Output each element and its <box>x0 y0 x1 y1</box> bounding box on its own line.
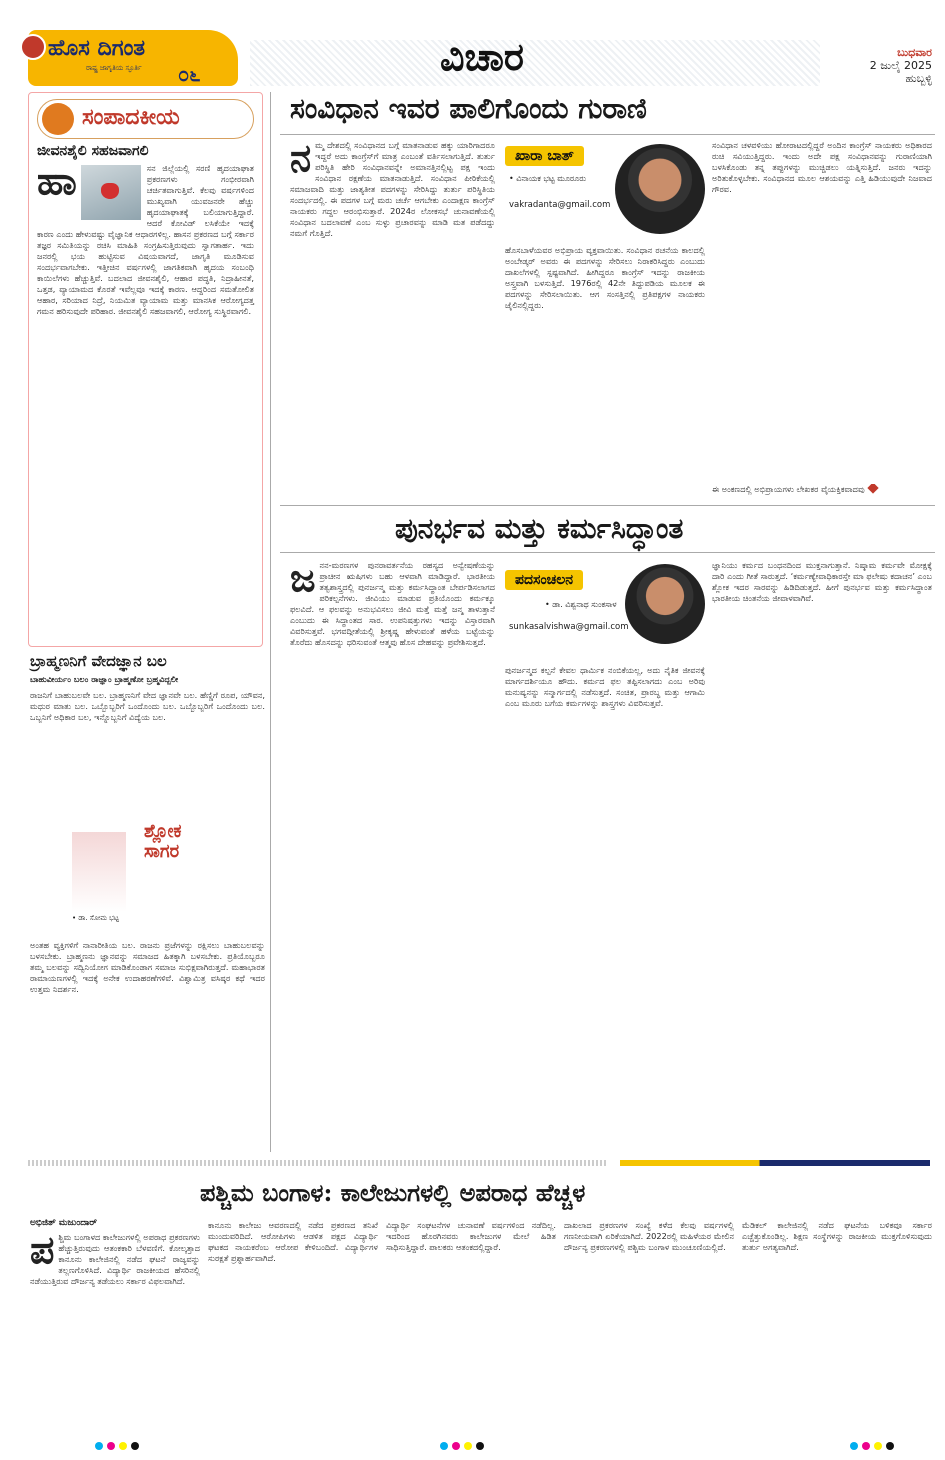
magenta-dot-icon <box>107 1442 115 1450</box>
author-photo-icon <box>615 144 705 234</box>
article1-headline: ಸಂವಿಧಾನ ಇವರ ಪಾಲಿಗೊಂದು ಗುರಾಣಿ <box>290 92 647 125</box>
article1-footnote <box>712 484 932 498</box>
sidebar-body-1 <box>30 690 265 818</box>
article2-author-card <box>505 560 705 660</box>
article1-email: vakradanta@gmail.com <box>509 200 611 210</box>
editorial-dropcap: ಹಾ <box>37 158 77 203</box>
bottom-column-2 <box>208 1220 378 1432</box>
registration-dots <box>440 1442 484 1450</box>
sidebar-body1-text: ರಾಜನಿಗೆ ಬಾಹುಬಲವೇ ಬಲ. ಬ್ರಾಹ್ಮಣನಿಗೆ ವೇದ ಜ್ಞಾನವೇ ಬಲ. ಹೆಣ್ಣಿಗೆ ರೂಪ, ಯೌವನ, ಮಧುರ ಮಾತು ಬಲ. ಒಬ್ಬೊಬ್ಬರಿಗೆ ಒಂದೊಂದು ಬಲ. ಒಬ್ಬೊಬ್ಬರಿಗೆ ಒಂದೊಂದು ಬಲ. ಒಬ್ಬನಿಗೆ ಅಧಿಕಾರ ಬಲ, ಇನ್ನೊಬ್ಬನಿಗೆ ವಿದ್ಯೆಯ ಬಲ. <box>30 690 265 722</box>
article2-author: • ಡಾ. ವಿಶ್ವನಾಥ ಸುಂಕಸಾಳ <box>545 600 617 609</box>
divider <box>280 552 935 553</box>
article2-column-3 <box>712 560 932 1150</box>
sidebar-body-2 <box>30 940 265 1150</box>
magenta-dot-icon <box>862 1442 870 1450</box>
editorial-title: ಜೀವನಶೈಲಿ ಸಹಜವಾಗಲಿ <box>37 143 149 159</box>
black-dot-icon <box>886 1442 894 1450</box>
day: ಬುಧವಾರ <box>897 46 932 59</box>
bottom-column-3 <box>386 1220 556 1432</box>
bottom-col4-text: ದಾಖಲಾದ ಪ್ರಕರಣಗಳ ಸಂಖ್ಯೆ ಕಳೆದ ಕೆಲವು ವರ್ಷಗಳಲ್ಲಿ ಗಣನೀಯವಾಗಿ ಏರಿಕೆಯಾಗಿದೆ. 2022ರಲ್ಲಿ ಮಹಿಳೆಯರ ಮೇಲಿನ ದೌರ್ಜನ್ಯ ಪ್ರಕರಣಗಳಲ್ಲಿ ಪಶ್ಚಿಮ ಬಂಗಾಳ ಮುಂಚೂಣಿಯಲ್ಲಿದೆ. <box>564 1220 734 1252</box>
divider <box>280 505 935 506</box>
shloka-author: • ಡಾ. ಸೋಮ ಭಟ್ಟ <box>72 914 119 922</box>
divider <box>270 92 271 1152</box>
editorial-body <box>37 158 254 317</box>
article1-footnote-text: ಈ ಅಂಕಣದಲ್ಲಿ ಅಭಿಪ್ರಾಯಗಳು ಲೇಖಕರ ವೈಯಕ್ತಿಕವಾದವು <box>712 484 865 494</box>
registration-dots <box>95 1442 139 1450</box>
logo-emblem-icon <box>20 34 46 60</box>
shloka-title: ಶ್ಲೋಕ ಸಾಗರ <box>144 821 182 862</box>
section-title: ವಿಚಾರ <box>440 34 524 79</box>
article1-author-card <box>505 140 705 240</box>
article1-column-3 <box>712 140 932 480</box>
yellow-dot-icon <box>874 1442 882 1450</box>
article1-column-label: ಖಾರಾ ಬಾತ್ <box>505 146 584 166</box>
yellow-dot-icon <box>119 1442 127 1450</box>
quill-icon <box>72 832 126 912</box>
logo-text: ಹೊಸ ದಿಗಂತ <box>48 36 146 61</box>
article2-dropcap: ಜ <box>290 560 316 600</box>
logo-tagline: ರಾಷ್ಟ್ರ ಜಾಗೃತಿಯ ಸ್ಫೂರ್ತಿ <box>86 64 142 72</box>
bottom-dropcap: ಪ <box>30 1232 55 1272</box>
editorial-header <box>37 99 254 139</box>
divider <box>280 134 935 135</box>
bottom-column-5 <box>742 1220 932 1432</box>
article1-col2-text: ಹೊಸಬಾಳೆಯವರ ಅಭಿಪ್ರಾಯ ವ್ಯಕ್ತವಾಯಿತು. ಸಂವಿಧಾನ ರಚನೆಯ ಕಾಲದಲ್ಲಿ ಅಂಬೇಡ್ಕರ್ ಅವರು ಈ ಪದಗಳನ್ನು ಸೇರಿಸಲು ನಿರಾಕರಿಸಿದ್ದರು ಎಂಬುದು ದಾಖಲೆಗಳಲ್ಲಿ ಸ್ಪಷ್ಟವಾಗಿದೆ. ಹೀಗಿದ್ದರೂ ಕಾಂಗ್ರೆಸ್ ಇದನ್ನು ರಾಜಕೀಯ ಅಸ್ತ್ರವಾಗಿ ಬಳಸುತ್ತಿದೆ. 1976ರಲ್ಲಿ 42ನೇ ತಿದ್ದುಪಡಿಯ ಮೂಲಕ ಈ ಪದಗಳನ್ನು ಸೇರಿಸಲಾಯಿತು. ಆಗ ಸಂಸತ್ತಿನಲ್ಲಿ ಪ್ರತಿಪಕ್ಷಗಳ ನಾಯಕರು ಜೈಲಿನಲ್ಲಿದ್ದರು. <box>505 245 705 310</box>
article1-col1-text: ಮ್ಮ ದೇಶದಲ್ಲಿ ಸಂವಿಧಾನದ ಬಗ್ಗೆ ಮಾತನಾಡುವ ಹಕ್ಕು ಯಾರಿಗಾದರೂ ಇದ್ದರೆ ಅದು ಕಾಂಗ್ರೆಸ್‌ಗೆ ಮಾತ್ರ ಎಂಬಂತೆ ವರ್ತಿಸಲಾಗುತ್ತಿದೆ. ತುರ್ತು ಪರಿಸ್ಥಿತಿ ಹೇರಿ ಸಂವಿಧಾನವನ್ನೇ ಅಮಾನತ್ತಿನಲ್ಲಿಟ್ಟ ಪಕ್ಷ ಇಂದು ಸಂವಿಧಾನ ರಕ್ಷಣೆಯ ಮಾತನಾಡುತ್ತಿದೆ. ಸಂವಿಧಾನ ಪೀಠಿಕೆಯಲ್ಲಿ ಸಮಾಜವಾದಿ ಮತ್ತು ಜಾತ್ಯತೀತ ಪದಗಳನ್ನು ಸೇರಿಸಿದ್ದು ತುರ್ತು ಪರಿಸ್ಥಿತಿಯ ಸಂದರ್ಭದಲ್ಲಿ. ಈ ಪದಗಳ ಬಗ್ಗೆ ಮರು ಚರ್ಚೆ ಆಗಬೇಕು ಎಂದಾಕ್ಷಣ ಕಾಂಗ್ರೆಸ್ ನಾಯಕರು ಗದ್ದಲ ಆರಂಭಿಸುತ್ತಾರೆ. 2024ರ ಲೋಕಸಭೆ ಚುನಾವಣೆಯಲ್ಲಿ ಸಂವಿಧಾನ ಬದಲಾವಣೆ ಎಂಬ ಸುಳ್ಳು ಪ್ರಚಾರವನ್ನು ಮಾಡಿ ಮತ ಪಡೆದದ್ದು ನಮಗೆ ಗೊತ್ತಿದೆ. <box>290 140 495 238</box>
article1-column-2 <box>505 245 705 500</box>
date: 2 ಜುಲೈ 2025 <box>869 59 932 72</box>
article2-column-1 <box>290 560 495 1150</box>
article1-column-1 <box>290 140 495 500</box>
band-stripe-right <box>620 1160 930 1166</box>
cyan-dot-icon <box>440 1442 448 1450</box>
editorial-label: ಸಂಪಾದಕೀಯ <box>82 104 180 130</box>
page-number: ೦೬ <box>178 62 201 86</box>
newspaper-logo <box>28 30 238 86</box>
city: ಹುಬ್ಬಳ್ಳಿ <box>905 72 932 85</box>
black-dot-icon <box>476 1442 484 1450</box>
author-photo-icon <box>625 564 705 644</box>
article1-author: • ವಿನಾಯಕ ಭಟ್ಟ ಮೂರೂರು <box>509 174 587 183</box>
bottom-col2-text: ಕಾನೂನು ಕಾಲೇಜು ಆವರಣದಲ್ಲಿ ನಡೆದ ಪ್ರಕರಣದ ತನಿಖೆ ಮುಂದುವರಿದಿದೆ. ಆರೋಪಿಗಳು ಆಡಳಿತ ಪಕ್ಷದ ವಿದ್ಯಾರ್ಥಿ ಘಟಕದ ನಾಯಕರೆಂಬ ಆರೋಪ ಕೇಳಿಬಂದಿದೆ. ವಿದ್ಯಾರ್ಥಿಗಳ ಸುರಕ್ಷತೆ ಪ್ರಶ್ನಾರ್ಹವಾಗಿದೆ. <box>208 1220 378 1263</box>
article2-col3-text: ಜ್ಞಾನಿಯು ಕರ್ಮದ ಬಂಧನದಿಂದ ಮುಕ್ತನಾಗುತ್ತಾನೆ. ನಿಷ್ಕಾಮ ಕರ್ಮವೇ ಮೋಕ್ಷಕ್ಕೆ ದಾರಿ ಎಂದು ಗೀತೆ ಸಾರುತ್ತದೆ. ‘ಕರ್ಮಣ್ಯೇವಾಧಿಕಾರಸ್ತೇ ಮಾ ಫಲೇಷು ಕದಾಚನ’ ಎಂಬ ಶ್ಲೋಕ ಇದರ ಸಾರವನ್ನು ಹಿಡಿದಿಡುತ್ತದೆ. ಹೀಗೆ ಪುನರ್ಭವ ಮತ್ತು ಕರ್ಮಸಿದ್ಧಾಂತ ಭಾರತೀಯ ಚಿಂತನೆಯ ಜೀವಾಳವಾಗಿವೆ. <box>712 560 932 603</box>
black-dot-icon <box>131 1442 139 1450</box>
editorial-text: ಸನ ಜಿಲ್ಲೆಯಲ್ಲಿ ಸರಣಿ ಹೃದಯಾಘಾತ ಪ್ರಕರಣಗಳು ಗಂಭೀರವಾಗಿ ಚರ್ಚಿತವಾಗುತ್ತಿವೆ. ಕೆಲವು ವರ್ಷಗಳಿಂದ ಮುಖ್ಯವಾಗಿ ಯುವಜನರೇ ಹೆಚ್ಚು ಹೃದಯಾಘಾತಕ್ಕೆ ಬಲಿಯಾಗುತ್ತಿದ್ದಾರೆ. ಆದರೆ ಕೋವಿಡ್ ಲಸಿಕೆಯೇ ಇದಕ್ಕೆ ಕಾರಣ ಎಂದು ಹೇಳುವಷ್ಟು ವೈಜ್ಞಾನಿಕ ಆಧಾರಗಳಿಲ್ಲ. ಹಾಸನ ಪ್ರಕರಣದ ಬಗ್ಗೆ ಸರ್ಕಾರ ತಜ್ಞರ ಸಮಿತಿಯನ್ನು ರಚಿಸಿ ಮಾಹಿತಿ ಸಂಗ್ರಹಿಸುತ್ತಿರುವುದು ಸ್ವಾಗತಾರ್ಹ. ಇದು ಜನರಲ್ಲಿ ಭಯ ಹುಟ್ಟಿಸುವ ವಿಷಯವಾಗದೆ, ಜಾಗೃತಿ ಮೂಡಿಸುವ ಸಂದರ್ಭವಾಗಬೇಕು. ಇತ್ತೀಚಿನ ವರ್ಷಗಳಲ್ಲಿ ಜಾಗತಿಕವಾಗಿ ಹೃದಯ ಸಂಬಂಧಿ ಕಾಯಿಲೆಗಳು ಹೆಚ್ಚುತ್ತಿವೆ. ಬದಲಾದ ಜೀವನಶೈಲಿ, ಆಹಾರ ಪದ್ಧತಿ, ನಿದ್ರಾಹೀನತೆ, ಒತ್ತಡ, ವ್ಯಾಯಾಮದ ಕೊರತೆ ಇವೆಲ್ಲವೂ ಇದಕ್ಕೆ ಕಾರಣ. ಆದ್ದರಿಂದ ಸಮತೋಲಿತ ಆಹಾರ, ಸರಿಯಾದ ನಿದ್ರೆ, ನಿಯಮಿತ ವ್ಯಾಯಾಮ ಮತ್ತು ಮಾನಸಿಕ ಆರೋಗ್ಯದತ್ತ ಗಮನ ಹರಿಸುವುದೇ ಪರಿಹಾರ. ಜೀವನಶೈಲಿ ಸಹಜವಾಗಲಿ, ಆರೋಗ್ಯ ಸುಸ್ಥಿರವಾಗಲಿ. <box>37 163 254 316</box>
cyan-dot-icon <box>95 1442 103 1450</box>
band-stripe-left <box>28 1160 608 1166</box>
article2-column-2 <box>505 665 705 1150</box>
bottom-col5-text: ಮೆಡಿಕಲ್ ಕಾಲೇಜಿನಲ್ಲಿ ನಡೆದ ಘಟನೆಯ ಬಳಿಕವೂ ಸರ್ಕಾರ ಎಚ್ಚೆತ್ತುಕೊಂಡಿಲ್ಲ. ಶಿಕ್ಷಣ ಸಂಸ್ಥೆಗಳನ್ನು ರಾಜಕೀಯ ಮುಕ್ತಗೊಳಿಸುವುದು ತುರ್ತು ಅಗತ್ಯವಾಗಿದೆ. <box>742 1220 932 1252</box>
article1-col3-text: ಸಂವಿಧಾನ ಚಳವಳಿಯು ಹೋರಾಟದಲ್ಲಿದ್ದರೆ ಅಂದಿನ ಕಾಂಗ್ರೆಸ್ ನಾಯಕರು ಅಧಿಕಾರದ ರುಚಿ ಸವಿಯುತ್ತಿದ್ದರು. ಇಂದು ಅದೇ ಪಕ್ಷ ಸಂವಿಧಾನವನ್ನು ಗುರಾಣಿಯಾಗಿ ಬಳಸಿಕೊಂಡು ತನ್ನ ತಪ್ಪುಗಳನ್ನು ಮುಚ್ಚಿಡಲು ಯತ್ನಿಸುತ್ತಿದೆ. ಜನರು ಇದನ್ನು ಅರಿತುಕೊಳ್ಳಬೇಕು. ಸಂವಿಧಾನದ ಮೂಲ ಆಶಯವನ್ನು ಎತ್ತಿ ಹಿಡಿಯುವುದೇ ನಿಜವಾದ ಗೌರವ. <box>712 140 932 194</box>
cyan-dot-icon <box>850 1442 858 1450</box>
section-band <box>250 40 820 86</box>
magenta-dot-icon <box>452 1442 460 1450</box>
editorial-emblem-icon <box>42 103 74 135</box>
article2-col1-text: ನನ-ಮರಣಗಳ ಪುನರಾವರ್ತನೆಯ ರಹಸ್ಯದ ಅನ್ವೇಷಣೆಯನ್ನು ಪ್ರಾಚೀನ ಋಷಿಗಳು ಬಹು ಆಳವಾಗಿ ಮಾಡಿದ್ದಾರೆ. ಭಾರತೀಯ ತತ್ವಶಾಸ್ತ್ರದಲ್ಲಿ ಪುನರ್ಜನ್ಮ ಮತ್ತು ಕರ್ಮಸಿದ್ಧಾಂತ ಬೇರ್ಪಡಿಸಲಾಗದ ಪರಿಕಲ್ಪನೆಗಳು. ಜೀವಿಯು ಮಾಡುವ ಪ್ರತಿಯೊಂದು ಕರ್ಮಕ್ಕೂ ಫಲವಿದೆ. ಆ ಫಲವನ್ನು ಅನುಭವಿಸಲು ಜೀವಿ ಮತ್ತೆ ಮತ್ತೆ ಜನ್ಮ ತಾಳುತ್ತಾನೆ ಎಂಬುದು ಈ ಸಿದ್ಧಾಂತದ ಸಾರ. ಉಪನಿಷತ್ತುಗಳು ಇದನ್ನು ವಿಸ್ತಾರವಾಗಿ ವಿವರಿಸುತ್ತವೆ. ಭಗವದ್ಗೀತೆಯಲ್ಲಿ ಶ್ರೀಕೃಷ್ಣ ಹೇಳುವಂತೆ ಹಳೆಯ ಬಟ್ಟೆಯನ್ನು ತೊರೆದು ಹೊಸದನ್ನು ಧರಿಸುವಂತೆ ಆತ್ಮವು ಹೊಸ ದೇಹವನ್ನು ಪ್ರವೇಶಿಸುತ್ತದೆ. <box>290 560 495 647</box>
heart-illustration-icon <box>81 165 141 220</box>
bottom-column-4 <box>564 1220 734 1432</box>
bottom-byline: ಅಭಿಜಿತ್ ಮಜುಂದಾರ್ <box>30 1218 97 1228</box>
article2-email: sunkasalvishwa@gmail.com <box>509 622 629 632</box>
sidebar-title: ಬ್ರಾಹ್ಮಣನಿಗೆ ವೇದಜ್ಞಾನ ಬಲ <box>30 652 167 670</box>
article2-col2-text: ಪುನರ್ಜನ್ಮದ ಕಲ್ಪನೆ ಕೇವಲ ಧಾರ್ಮಿಕ ನಂಬಿಕೆಯಲ್ಲ, ಅದು ನೈತಿಕ ಜೀವನಕ್ಕೆ ಮಾರ್ಗದರ್ಶಿಯೂ ಹೌದು. ಕರ್ಮದ ಫಲ ತಪ್ಪಿಸಲಾಗದು ಎಂಬ ಅರಿವು ಮನುಷ್ಯನನ್ನು ಸನ್ಮಾರ್ಗದಲ್ಲಿ ನಡೆಸುತ್ತದೆ. ಸಂಚಿತ, ಪ್ರಾರಬ್ಧ ಮತ್ತು ಆಗಾಮಿ ಎಂಬ ಮೂರು ಬಗೆಯ ಕರ್ಮಗಳನ್ನು ಶಾಸ್ತ್ರಗಳು ವಿವರಿಸುತ್ತವೆ. <box>505 665 705 708</box>
yellow-dot-icon <box>464 1442 472 1450</box>
bottom-headline: ಪಶ್ಚಿಮ ಬಂಗಾಳ: ಕಾಲೇಜುಗಳಲ್ಲಿ ಅಪರಾಧ ಹೆಚ್ಚಳ <box>200 1178 586 1207</box>
bottom-column-1 <box>30 1232 200 1432</box>
sidebar-verse <box>30 674 265 686</box>
article2-column-label: ಪದಸಂಚಲನ <box>505 570 583 590</box>
sidebar-verse-text: ಬಾಹುವೀರ್ಯಂ ಬಲಂ ರಾಜ್ಞಾಂ ಬ್ರಾಹ್ಮಣೋ ಬ್ರಹ್ಮವಿದ್ಬಲೀ <box>30 674 179 684</box>
bottom-col1-text: ಶ್ಚಿಮ ಬಂಗಾಳದ ಕಾಲೇಜುಗಳಲ್ಲಿ ಅಪರಾಧ ಪ್ರಕರಣಗಳು ಹೆಚ್ಚುತ್ತಿರುವುದು ಆತಂಕಕಾರಿ ಬೆಳವಣಿಗೆ. ಕೋಲ್ಕತ್ತಾದ ಕಾನೂನು ಕಾಲೇಜಿನಲ್ಲಿ ನಡೆದ ಘಟನೆ ರಾಜ್ಯವನ್ನು ತಲ್ಲಣಗೊಳಿಸಿದೆ. ವಿದ್ಯಾರ್ಥಿ ರಾಜಕೀಯದ ಹೆಸರಿನಲ್ಲಿ ನಡೆಯುತ್ತಿರುವ ದೌರ್ಜನ್ಯ ತಡೆಯಲು ಸರ್ಕಾರ ವಿಫಲವಾಗಿದೆ. <box>30 1232 200 1286</box>
shloka-sagara-badge <box>72 822 212 932</box>
registration-dots <box>850 1442 894 1450</box>
bottom-col3-text: ವಿದ್ಯಾರ್ಥಿ ಸಂಘಟನೆಗಳ ಚುನಾವಣೆ ವರ್ಷಗಳಿಂದ ನಡೆದಿಲ್ಲ. ಇದರಿಂದ ಹೊರಗಿನವರು ಕಾಲೇಜುಗಳ ಮೇಲೆ ಹಿಡಿತ ಸಾಧಿಸುತ್ತಿದ್ದಾರೆ. ಪಾಲಕರು ಆತಂಕದಲ್ಲಿದ್ದಾರೆ. <box>386 1220 556 1252</box>
end-mark-icon <box>867 484 878 494</box>
masthead <box>0 0 945 92</box>
date-box <box>832 46 932 85</box>
editorial-box <box>28 92 263 647</box>
article2-headline: ಪುನರ್ಭವ ಮತ್ತು ಕರ್ಮಸಿದ್ಧಾಂತ <box>395 512 684 545</box>
article1-dropcap: ನ <box>290 140 312 180</box>
sidebar-body2-text: ಅಂತಹ ವ್ಯಕ್ತಿಗಳಿಗೆ ನಾನಾರೀತಿಯ ಬಲ. ರಾಜನು ಪ್ರಜೆಗಳನ್ನು ರಕ್ಷಿಸಲು ಬಾಹುಬಲವನ್ನು ಬಳಸಬೇಕು. ಬ್ರಾಹ್ಮಣನು ಜ್ಞಾನವನ್ನು ಸಮಾಜದ ಹಿತಕ್ಕಾಗಿ ಬಳಸಬೇಕು. ಪ್ರತಿಯೊಬ್ಬರೂ ತಮ್ಮ ಬಲವನ್ನು ಸದ್ವಿನಿಯೋಗ ಮಾಡಿಕೊಂಡಾಗ ಸಮಾಜ ಸುಭಿಕ್ಷವಾಗಿರುತ್ತದೆ. ಮಹಾಭಾರತ ರಾಮಾಯಣಗಳಲ್ಲಿ ಇದಕ್ಕೆ ಅನೇಕ ಉದಾಹರಣೆಗಳಿವೆ. ವಿಶ್ವಾಮಿತ್ರ ವಸಿಷ್ಠರ ಕಥೆ ಇದರ ಉತ್ತಮ ನಿದರ್ಶನ. <box>30 940 265 994</box>
